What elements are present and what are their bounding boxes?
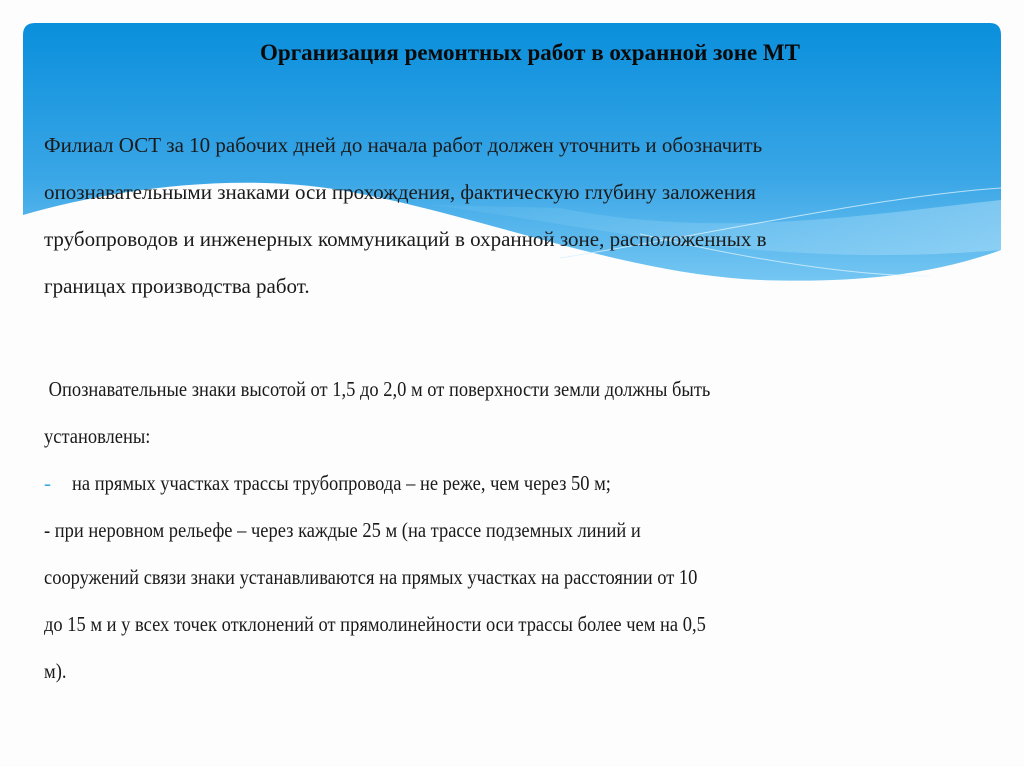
bullet-text: на прямых участках трассы трубопровода – не реже, чем через 50 м;: [72, 471, 611, 495]
paragraph-line: Филиал ОСТ за 10 рабочих дней до начала работ должен уточнить и обозначить: [44, 133, 763, 157]
paragraph-line: опознавательными знаками оси прохождения, фактическую глубину заложения: [44, 180, 756, 204]
paragraph-line: границах производства работ.: [44, 274, 310, 298]
paragraph-line: до 15 м и у всех точек отклонений от прямолинейности оси трассы более чем на 0,5: [44, 612, 706, 636]
paragraph-line: установлены:: [44, 424, 151, 448]
paragraph-sign-requirements: [44, 366, 994, 695]
paragraph-line: м).: [44, 659, 67, 683]
paragraph-line: трубопроводов и инженерных коммуникаций в охранной зоне, расположенных в: [44, 227, 767, 251]
paragraph-line: Опознавательные знаки высотой от 1,5 до 2,0 м от поверхности земли должны быть: [44, 377, 711, 401]
slide-title: Организация ремонтных работ в охранной зоне МТ: [260, 40, 800, 65]
paragraph-branch-obligations: [44, 122, 994, 310]
paragraph-line: - при неровном рельефе – через каждые 25 м (на трассе подземных линий и: [44, 518, 641, 542]
paragraph-line: сооружений связи знаки устанавливаются на прямых участках на расстоянии от 10: [44, 565, 698, 589]
bullet-dash-icon: -: [44, 471, 51, 495]
bullet-item-straight-sections: [44, 460, 994, 507]
